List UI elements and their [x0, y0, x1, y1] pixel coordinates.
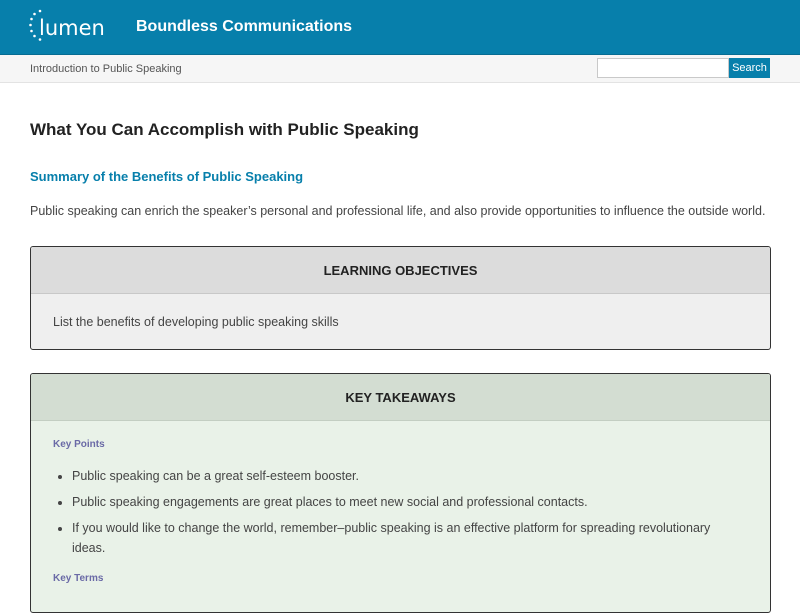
page-title: What You Can Accomplish with Public Speaking — [30, 120, 419, 139]
learning-objective-item: List the benefits of developing public speaking skills — [53, 315, 339, 329]
search-input[interactable] — [597, 58, 729, 78]
logo-text: lumen — [39, 16, 105, 40]
learning-objectives-box — [30, 246, 771, 350]
key-points-label: Key Points — [53, 439, 105, 450]
lumen-logo-icon[interactable] — [28, 8, 110, 48]
breadcrumb-bar — [0, 55, 800, 83]
summary-text: Public speaking can enrich the speaker’s personal and professional life, and also provide opportunities to influence the outside world. — [30, 204, 766, 218]
key-point-item: • If you would like to change the world, remember–public speaking is an effective platform for spreading revolutionary ideas. — [72, 518, 743, 558]
key-point-item: • Public speaking engagements are great places to meet new social and professional contacts. — [72, 492, 743, 512]
key-points-list — [53, 466, 743, 564]
key-terms-label: Key Terms — [53, 573, 104, 584]
top-header — [0, 0, 800, 55]
summary-heading: Summary of the Benefits of Public Speaking — [30, 169, 304, 184]
search-button[interactable]: Search — [729, 58, 770, 78]
breadcrumb[interactable]: Introduction to Public Speaking — [30, 63, 182, 75]
site-title-link[interactable]: Boundless Communications — [136, 18, 353, 35]
learning-objectives-header: LEARNING OBJECTIVES — [31, 247, 770, 294]
key-takeaways-box — [30, 373, 771, 613]
key-takeaways-header: KEY TAKEAWAYS — [31, 374, 770, 421]
key-point-item: • Public speaking can be a great self-esteem booster. — [72, 466, 743, 486]
